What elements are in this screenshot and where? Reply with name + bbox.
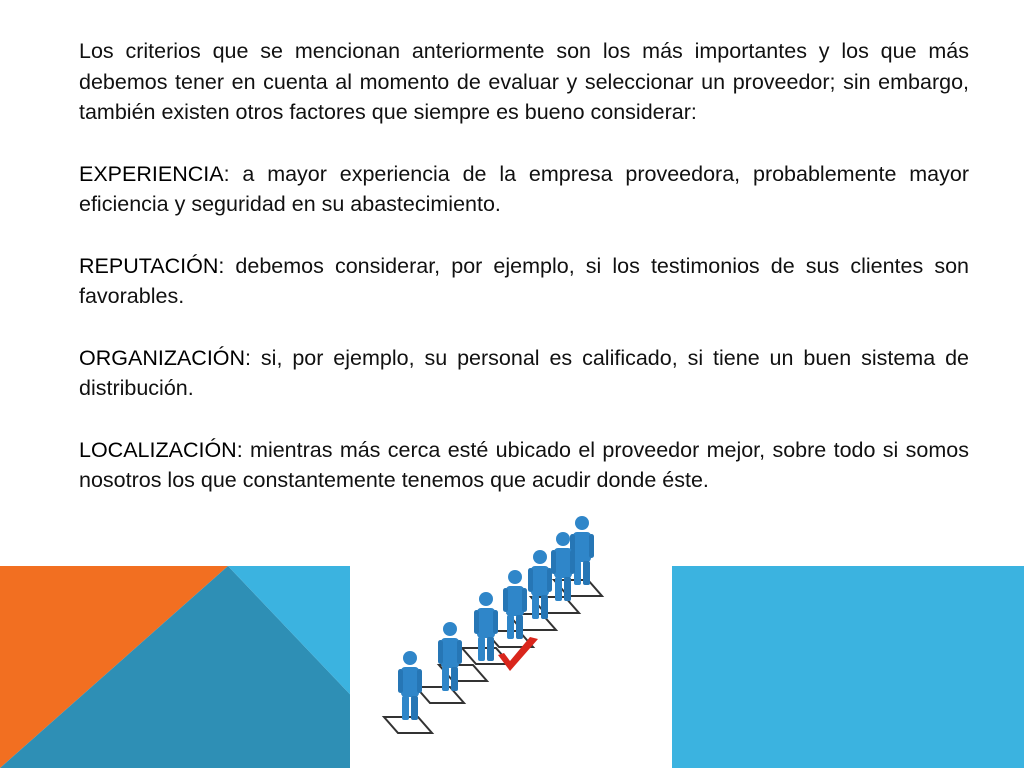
- criterion-term: ORGANIZACIÓN: [79, 345, 246, 370]
- criterion-text: : a mayor experiencia de la empresa proveedora, probablemente mayor eficiencia y seguridad en su abastecimiento.: [79, 161, 969, 216]
- criterion-text: debemos considerar, por ejemplo, si los testimonios de sus clientes son favorables.: [79, 253, 969, 308]
- criterion-term: REPUTACIÓN:: [79, 253, 225, 278]
- criterion-term: LOCALIZACIÓN:: [79, 437, 243, 462]
- criterion-localizacion: [79, 435, 969, 496]
- criterion-text: mientras más cerca esté ubicado el proveedor mejor, sobre todo si somos nosotros los que constantemente tenemos que acudir donde éste.: [79, 437, 969, 492]
- people-checklist-icon: [350, 515, 672, 768]
- intro-paragraph: Los criterios que se mencionan anteriormente son los más importantes y los que más debemos tener en cuenta al momento de evaluar y seleccionar un proveedor; sin embargo, también existen otros factores que siempre es bueno considerar:: [79, 39, 969, 124]
- criterion-reputacion: [79, 251, 969, 312]
- criterion-text: : si, por ejemplo, su personal es calificado, si tiene un buen sistema de distribución.: [79, 345, 969, 400]
- supplier-selection-illustration: [350, 515, 672, 768]
- right-blue-block: [672, 566, 1024, 768]
- slide-body: [79, 36, 969, 496]
- criterion-experiencia: [79, 159, 969, 220]
- criterion-organizacion: [79, 343, 969, 404]
- criterion-term: EXPERIENCIA: [79, 161, 224, 186]
